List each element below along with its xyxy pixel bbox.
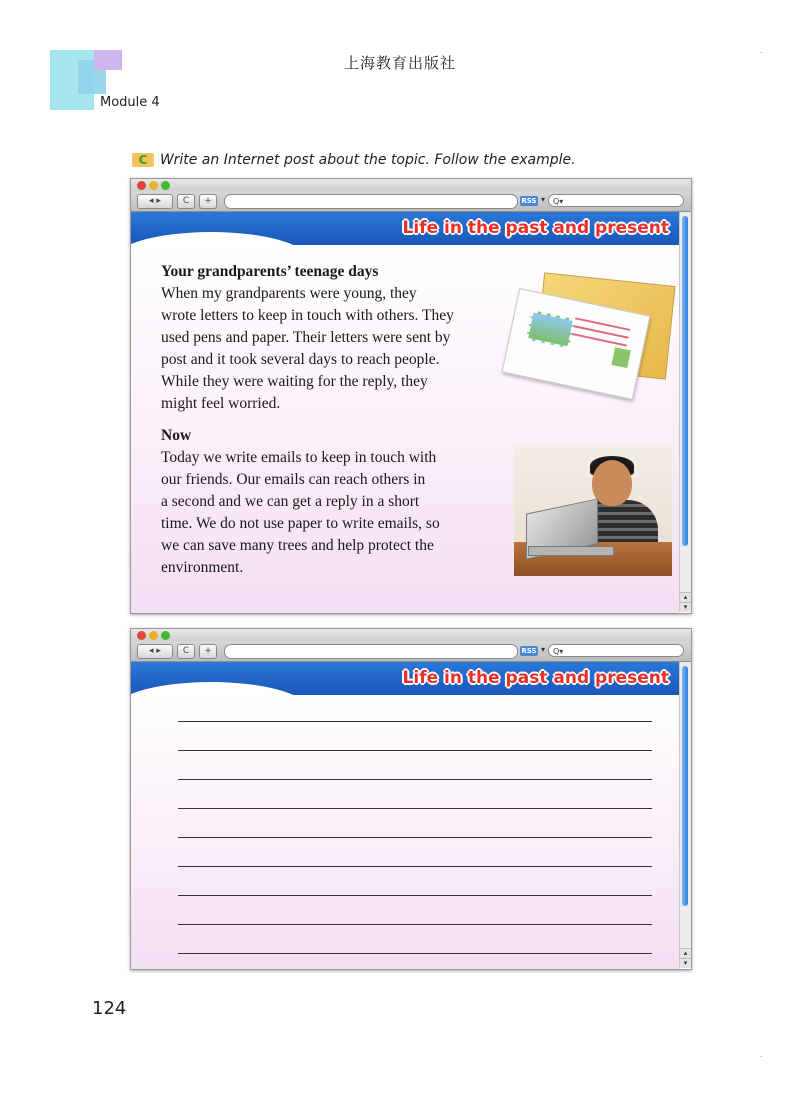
post-line: wrote letters to keep in touch with others. They [161,307,454,324]
instruction-text: Write an Internet post about the topic. Follow the example. [160,152,576,168]
zoom-window-dot-icon[interactable] [161,181,170,190]
post-line: Today we write emails to keep in touch with [161,449,437,466]
writing-line[interactable] [178,750,652,751]
envelope-image [509,279,669,389]
browser-window-blank [130,628,692,970]
task-badge: C [132,153,154,167]
scrollbar-thumb[interactable] [682,666,688,906]
post-line: time. We do not use paper to write emails, so [161,515,440,532]
back-forward-button[interactable]: ◂ ▸ [137,644,173,659]
banner-curve [131,682,311,695]
rss-dropdown-icon[interactable]: ▾ [541,195,546,204]
back-forward-button[interactable]: ◂ ▸ [137,194,173,209]
post-line: environment. [161,559,244,576]
banner-title: Life in the past and present [402,668,669,688]
banner-curve [131,232,311,245]
browser-toolbar [131,641,691,662]
close-window-dot-icon[interactable] [137,631,146,640]
writing-line[interactable] [178,866,652,867]
zoom-window-dot-icon[interactable] [161,631,170,640]
search-field[interactable]: Q▾ [548,644,684,657]
boy-with-laptop-photo [514,446,672,576]
module-label: Module 4 [100,95,160,110]
rss-dropdown-icon[interactable]: ▾ [541,645,546,654]
publisher-name: 上海教育出版社 [343,54,456,72]
address-bar[interactable] [224,644,518,659]
title-bar [131,179,691,191]
reload-button[interactable]: C [177,644,195,659]
banner-title: Life in the past and present [402,218,669,238]
page-number: 124 [92,998,127,1019]
scrollbar-thumb[interactable] [682,216,688,546]
crop-mark: . [760,46,763,55]
search-field[interactable]: Q▾ [548,194,684,207]
post-line: we can save many trees and help protect the [161,537,434,554]
scroll-down-arrow-icon[interactable]: ▾ [680,958,691,968]
writing-line[interactable] [178,808,652,809]
page-banner [131,212,691,245]
scroll-down-arrow-icon[interactable]: ▾ [680,602,691,612]
scroll-up-arrow-icon[interactable]: ▴ [680,948,691,958]
close-window-dot-icon[interactable] [137,181,146,190]
post-line: might feel worried. [161,395,281,412]
minimize-window-dot-icon[interactable] [149,631,158,640]
task-instruction [132,152,576,168]
post-line: post and it took several days to reach people. [161,351,440,368]
writing-line[interactable] [178,779,652,780]
address-bar[interactable] [224,194,518,209]
reload-button[interactable]: C [177,194,195,209]
rss-icon[interactable]: RSS [521,197,537,205]
title-bar [131,629,691,641]
crop-mark: . [760,1050,763,1059]
post-line: our friends. Our emails can reach others in [161,471,426,488]
post-line: While they were waiting for the reply, they [161,373,428,390]
vertical-scrollbar[interactable] [679,662,691,968]
post-heading-past: Your grandparents’ teenage days [161,263,379,280]
post-heading-now: Now [161,427,192,444]
browser-toolbar [131,191,691,212]
minimize-window-dot-icon[interactable] [149,181,158,190]
post-line: When my grandparents were young, they [161,285,417,302]
add-bookmark-button[interactable]: + [199,194,217,209]
writing-line[interactable] [178,721,652,722]
browser-window-example [130,178,692,614]
scroll-up-arrow-icon[interactable]: ▴ [680,592,691,602]
writing-line[interactable] [178,895,652,896]
writing-line[interactable] [178,953,652,954]
rss-icon[interactable]: RSS [521,647,537,655]
post-line: a second and we can get a reply in a short [161,493,420,510]
add-bookmark-button[interactable]: + [199,644,217,659]
writing-area[interactable] [131,695,679,969]
post-content [131,245,679,613]
page-banner [131,662,691,695]
example-post [161,261,511,579]
writing-line[interactable] [178,924,652,925]
vertical-scrollbar[interactable] [679,212,691,612]
post-line: used pens and paper. Their letters were sent by [161,329,451,346]
writing-line[interactable] [178,837,652,838]
